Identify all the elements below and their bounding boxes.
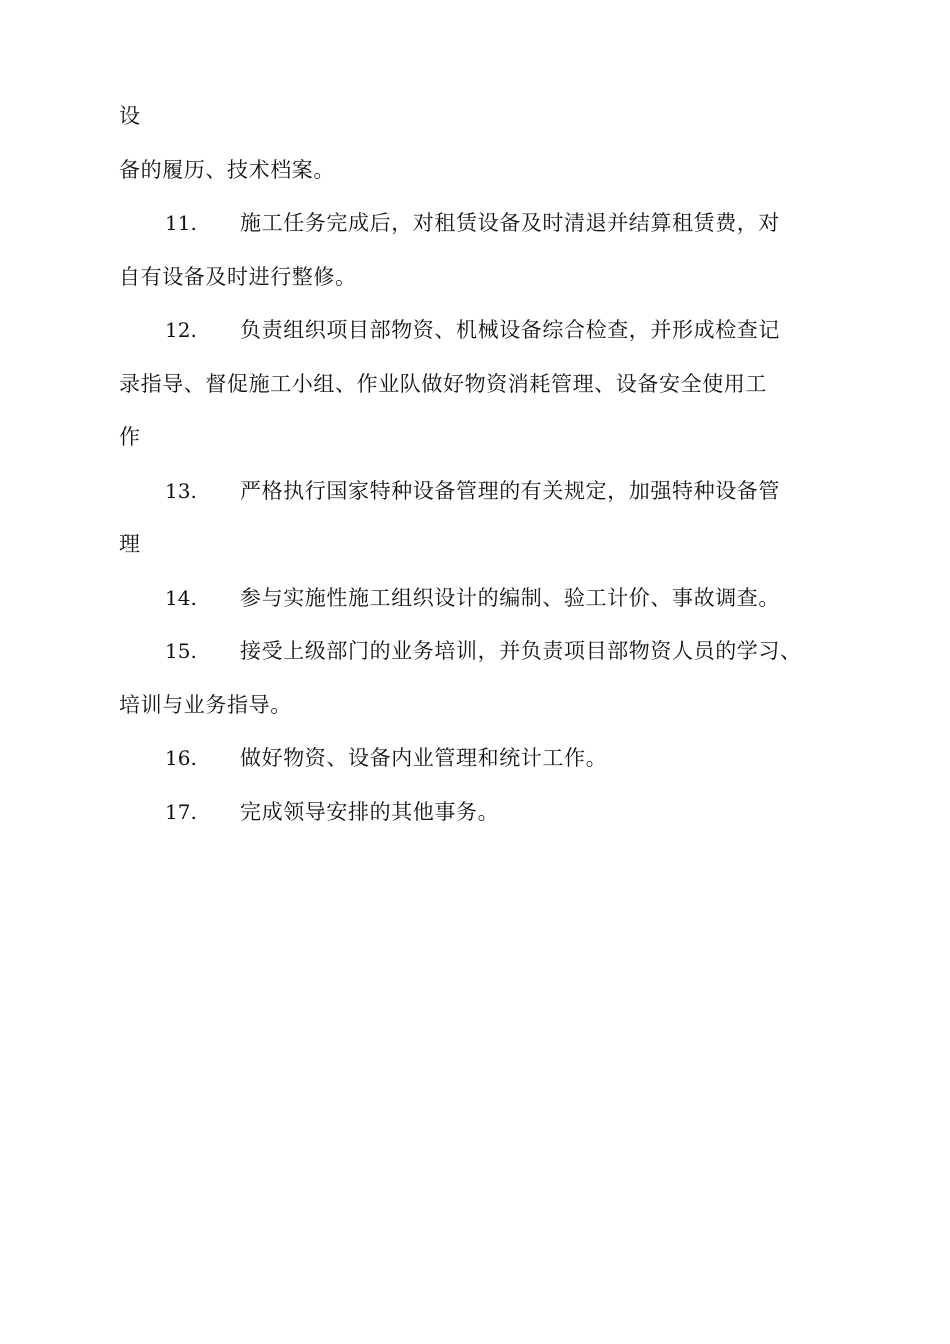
line-text: 理 [119,532,141,556]
item-number: 14. [165,585,197,610]
list-item-13 [119,465,849,519]
list-item-11 [119,197,849,251]
line-text: 设 [119,104,141,128]
text-line [119,358,849,412]
text-line [119,679,849,733]
list-item-12 [119,304,849,358]
list-item-17 [119,786,849,840]
list-item-15 [119,625,849,679]
text-line [119,144,849,198]
line-text: 负责组织项目部物资、机械设备综合检查，并形成检查记 [240,318,780,342]
line-text: 作 [119,425,141,449]
item-number: 17. [165,799,197,824]
item-number: 11. [165,211,197,235]
line-text: 做好物资、设备内业管理和统计工作。 [240,746,608,770]
line-text: 完成领导安排的其他事务。 [240,799,500,824]
line-text: 培训与业务指导。 [119,692,292,717]
text-line [119,90,849,144]
list-item-16 [119,732,849,786]
text-line [119,411,849,465]
item-number: 15. [165,639,197,663]
line-text: 自有设备及时进行整修。 [119,264,357,289]
line-text: 参与实施性施工组织设计的编制、验工计价、事故调查。 [240,585,780,610]
item-number: 13. [165,478,197,503]
line-text: 备的履历、技术档案。 [119,157,335,182]
item-number: 12. [165,318,197,342]
line-text: 录指导、督促施工小组、作业队做好物资消耗管理、设备安全使用工 [119,371,767,396]
text-line [119,251,849,305]
line-text: 严格执行国家特种设备管理的有关规定，加强特种设备管 [240,478,780,503]
item-number: 16. [165,746,197,770]
text-line [119,518,849,572]
list-item-14 [119,572,849,626]
document-body [119,90,849,839]
line-text: 接受上级部门的业务培训，并负责项目部物资人员的学习、 [240,639,802,663]
line-text: 施工任务完成后，对租赁设备及时清退并结算租赁费，对 [240,211,780,235]
